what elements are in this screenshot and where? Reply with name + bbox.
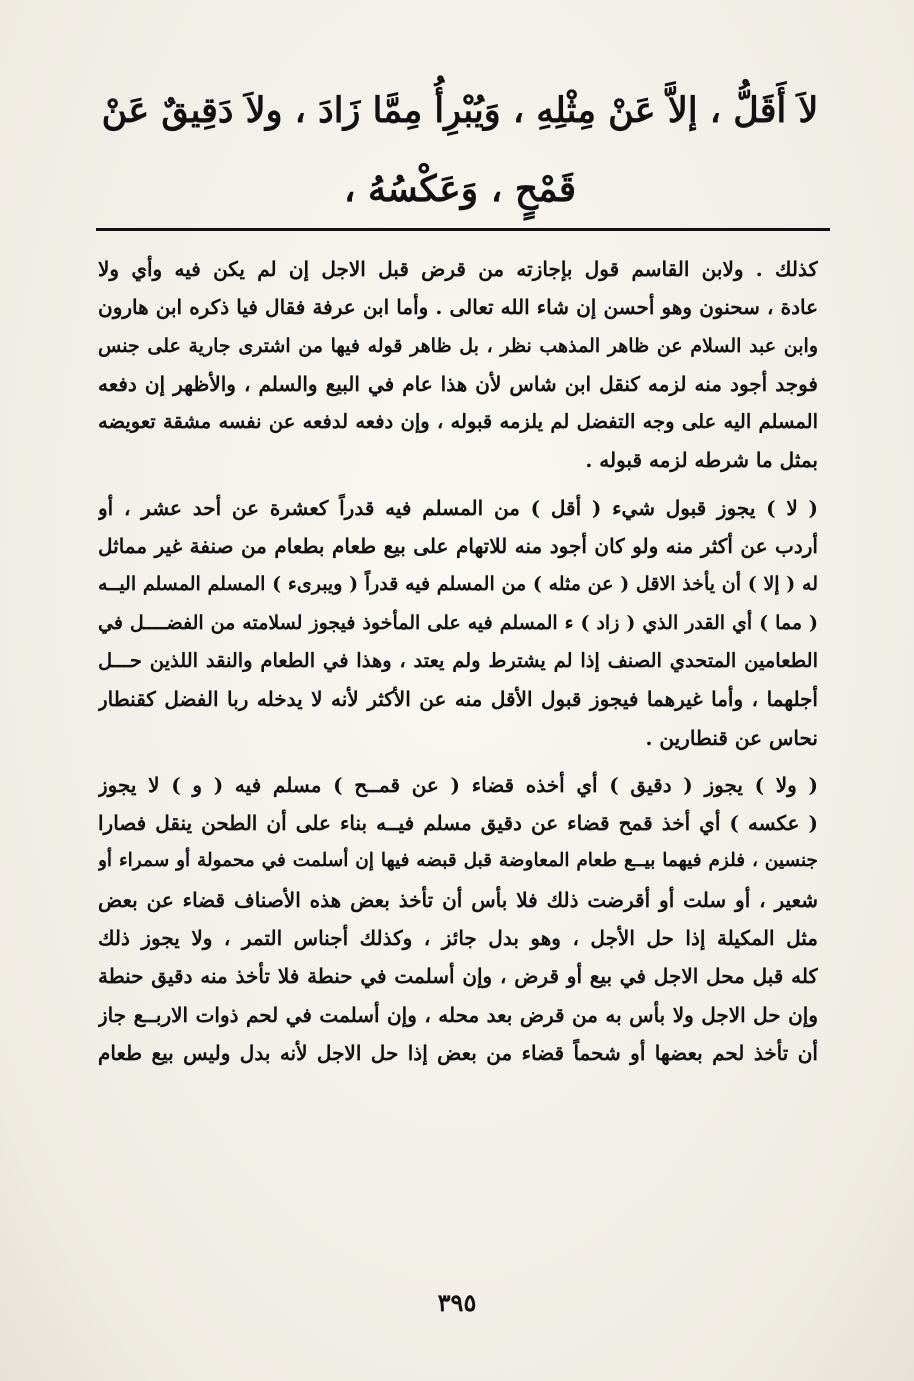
text-line: مثل المكيلة إذا حل الأجل ، وهو بدل جائز ، وكذلك أجناس التمر ، ولا يجوز ذلك xyxy=(98,926,818,951)
text-line: له ( إلا ) أن يأخذ الاقل ( عن مثله ) من المسلم فيه قدراً ( ويبرىء ) المسلم المسلم اليــه xyxy=(98,573,818,596)
text-line: نحاس عن قنطارين . xyxy=(645,725,818,750)
text-line: كله قبل محل الاجل في بيع أو قرض ، وإن أسلمت في حنطة فلا تأخذ منه دقيق حنطة xyxy=(98,964,818,989)
text-line: فوجد أجود منه لزمه كنقل ابن شاس لأن هذا عام في البيع والسلم ، والأظهر إن دفعه xyxy=(98,371,818,396)
text-line: أجلهما ، وأما غيرهما فيجوز قبول الأقل منه عن الأكثر لأنه لا يدخله ربا الفضل كقنطار xyxy=(98,687,818,712)
separator-rule xyxy=(96,228,830,231)
text-line: أردب عن أكثر منه ولو كان أجود منه للاتهام على بيع طعام بطعام من صنفة غير مماثل xyxy=(98,534,818,559)
text-line: وإن حل الاجل ولا بأس به من قرض بعد محله ، وإن أسلمت في لحم ذوات الاربــع جاز xyxy=(98,1002,818,1027)
text-line: ( مما ) أي القدر الذي ( زاد ) ء المسلم فيه على المأخوذ فيجوز لسلامته من الفضــــل في xyxy=(98,611,818,634)
text-line: أن تأخذ لحم بعضها أو شحماً قضاء من بعض إذا حل الاجل لأنه بدل وليس بيع طعام xyxy=(98,1040,818,1065)
text-line: عادة ، سحنون وهو أحسن إن شاء الله تعالى . وأما ابن عرفة فقال فيا ذكره ابن هارون xyxy=(98,295,818,320)
text-line: ( لا ) يجوز قبول شيء ( أقل ) من المسلم فيه قدراً كعشرة عن أحد عشر ، أو xyxy=(98,495,818,520)
matn-text xyxy=(100,72,820,228)
text-line: كذلك . ولابن القاسم قول بإجازته من قرض قبل الاجل إن لم يكن فيه وأي ولا xyxy=(98,257,818,281)
text-line: وابن عبد السلام عن ظاهر المذهب نظر ، بل ظاهر قوله فيها من اشترى جارية على جنس xyxy=(98,334,818,357)
commentary-paragraph-2 xyxy=(98,489,818,757)
commentary-text xyxy=(98,250,818,1072)
matn-line-2: قَمْحٍ ، وَعَكْسُهُ ، xyxy=(343,168,577,210)
text-line: ( عكسه ) أي أخذ قمح قضاء عن دقيق مسلم فيــه بناء على أن الطحن ينقل فصارا xyxy=(98,811,818,836)
text-line: ( ولا ) يجوز ( دقيق ) أي أخذه قضاء ( عن قمــح ) مسلم فيه ( و ) لا يجوز xyxy=(98,772,818,797)
matn-line-1: لاَ أَقَلُّ ، إلاَّ عَنْ مِثْلِهِ ، وَيُبْرِأُ مِمَّا زَادَ ، ولاَ دَقِيقٌ عَنْ xyxy=(101,90,819,131)
text-line: الطعامين المتحدي الصنف إذا لم يشترط ولم يعتد ، وهذا في الطعام والنقد اللذين حـــل xyxy=(98,648,818,672)
text-line: المسلم اليه على وجه التفضل لم يلزمه قبوله ، وإن دفعه لدفعه عن نفسه مشقة تعويضه xyxy=(98,410,818,434)
text-line: جنسين ، فلزم فيهما بيــع طعام المعاوضة قبل قبضه فيها إن أسلمت في محمولة أو سمراء أو xyxy=(98,850,818,872)
commentary-paragraph-3 xyxy=(98,766,818,1072)
text-line: شعير ، أو سلت أو أقرضت ذلك فلا بأس أن تأخذ بعض هذه الأصناف قضاء عن بعض xyxy=(98,887,818,912)
commentary-paragraph-1 xyxy=(98,250,818,480)
page-number: ٣٩٥ xyxy=(437,1288,477,1317)
text-line: بمثل ما شرطه لزمه قبوله . xyxy=(585,448,818,473)
